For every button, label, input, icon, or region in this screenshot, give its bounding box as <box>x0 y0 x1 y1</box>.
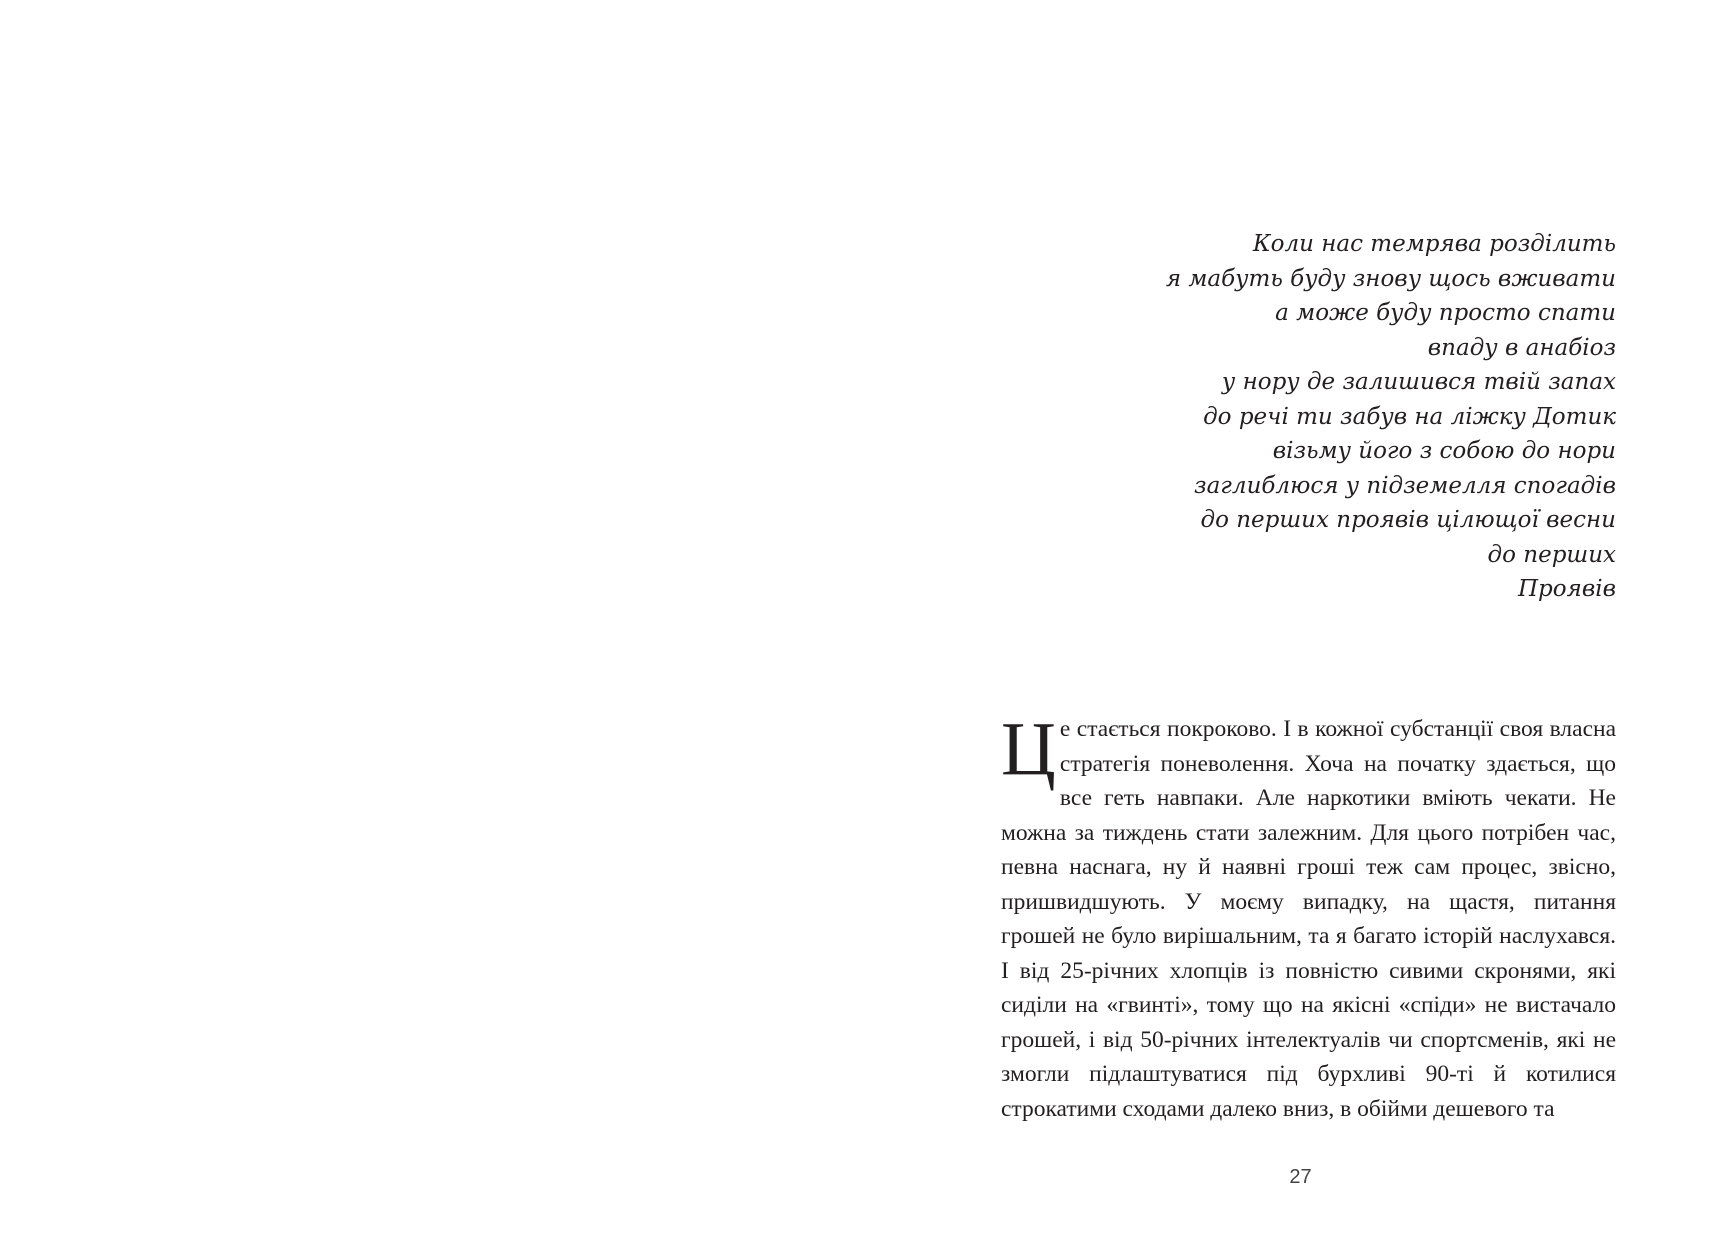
body-text <box>1001 707 1616 1126</box>
poem-line: Коли нас темрява розділить <box>1252 231 1616 257</box>
page-number <box>856 1166 1713 1189</box>
poem-line: а може буду просто спати <box>1275 300 1616 326</box>
poem-line: Проявів <box>1518 576 1616 602</box>
poem-line: візьму його з собою до нори <box>1272 438 1616 464</box>
poem-line: до речі ти забув на ліжку Дотик <box>1203 403 1616 430</box>
poem-line: я мабуть буду знову щось вживати <box>1165 265 1616 292</box>
drop-cap: Ц <box>1001 707 1056 791</box>
left-page-blank <box>0 0 856 1258</box>
poem-line: у нору де залишився твій запах <box>1221 369 1616 395</box>
poem-line: до перших проявів цілющої весни <box>1200 507 1616 533</box>
poem-line: впаду в анабіоз <box>1427 334 1616 361</box>
poem-line: до перших <box>1487 541 1616 568</box>
body-paragraph: е стається покроково. І в кожної субстанції своя власна стратегія поневолення. Хоча на початку здається, що все геть навпаки. Але наркотики вміють чекати. Не можна за тиждень стати залежним. Для цього потрібен час, певна наснага, ну й наявні гроші теж сам процес, звісно, пришвидшують. У моєму випадку, на щастя, питання грошей не було вирішальним, та я багато історій наслухався. І від 25-річних хлопців із повністю сивими скронями, які сиділи на «гвинті», тому що на якісні «спіди» не вистачало грошей, і від 50-річних інтелектуалів чи спортсменів, які не змогли підлаштуватися під бурхливі 90-ті й котилися строкатими сходами далеко вниз, в обійми дешевого та <box>1001 716 1616 1122</box>
right-page <box>856 0 1713 1258</box>
poem-epigraph <box>1056 227 1616 607</box>
page-number-text: 27 <box>1289 1166 1312 1188</box>
poem-line: заглиблюся у підземелля спогадів <box>1194 472 1616 499</box>
